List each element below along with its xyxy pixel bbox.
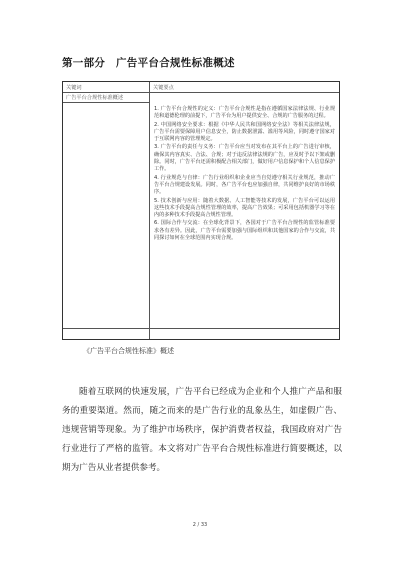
keypoint-4: 4. 行业规范与自律：广告行业组织和企业应当自觉遵守相关行业规范，推动广告平台合规建设发展。同时，各广告平台也应加强自律，共同维护良好的市场秩序。 bbox=[154, 174, 335, 196]
keypoint-1: 1. 广告平台合规性的定义：广告平台合规性是指在遵循国家法律法规、行业规范和道德伦理的前提下，广告平台为用户提供安全、合规的广告服务的过程。 bbox=[154, 106, 335, 120]
section-heading: 第一部分 广告平台合规性标准概述 bbox=[62, 57, 235, 69]
page-number: 2 / 33 bbox=[192, 522, 208, 528]
keypoint-2: 2. 中国网络安全要求：根据《中华人民共和国网络安全法》等相关法律法规，广告平台需要保障用户信息安全，防止数据泄露、滥用等风险，同时遵守国家对于互联网内容的管理规定。 bbox=[154, 121, 335, 143]
keypoint-5: 5. 技术创新与应用：随着大数据、人工智能等技术的发展，广告平台可以运用这些技术手段提高合规性管理的效率，提高广告效果；可采用包括机器学习等在内的多种技术手段提高合规性管理。 bbox=[154, 197, 335, 219]
keyword-table bbox=[62, 81, 340, 340]
table-column-divider bbox=[149, 82, 150, 339]
table-row-divider bbox=[63, 102, 149, 103]
table-header-keypoints: 关键要点 bbox=[153, 85, 174, 91]
table-bottom-divider bbox=[63, 328, 339, 329]
table-header-row bbox=[63, 82, 339, 93]
keypoint-6: 6. 国际合作与交流：在全球化背景下，各国对于广告平台合规性的监管标准要求各有差异。因此，广告平台需要加强与国际组织和其他国家的合作与交流，共同探讨如何在全球范围内实现合规。 bbox=[154, 220, 335, 242]
table-row-label: 广告平台合规性标准概述 bbox=[66, 95, 124, 101]
section-caption: 《广告平台合规性标准》概述 bbox=[83, 347, 174, 355]
table-header-keyword: 关键词 bbox=[66, 85, 82, 91]
body-paragraph: 随着互联网的快速发展，广告平台已经成为企业和个人推广产品和服务的重要渠道。然而，随之而来的是广告行业的乱象丛生，如虚假广告、违规营销等现象。为了维护市场秩序，保护消费者权益，我国政府对广告行业进行了严格的监管。本文将对广告平台合规性标准进行简要概述，以期为广告从业者提供参考。 bbox=[62, 387, 342, 473]
keypoint-3: 3. 广告平台的责任与义务：广告平台应当对发布在其平台上的广告进行审核，确保其内容真实、合法、合规；对于违反法律法规的广告，应及时予以下架或删除。同时，广告平台还需积极配合相关部门，做好用户信息保护和个人信息保护工作。 bbox=[154, 144, 335, 173]
body-text bbox=[62, 383, 342, 478]
table-keypoints-cell bbox=[154, 106, 335, 243]
